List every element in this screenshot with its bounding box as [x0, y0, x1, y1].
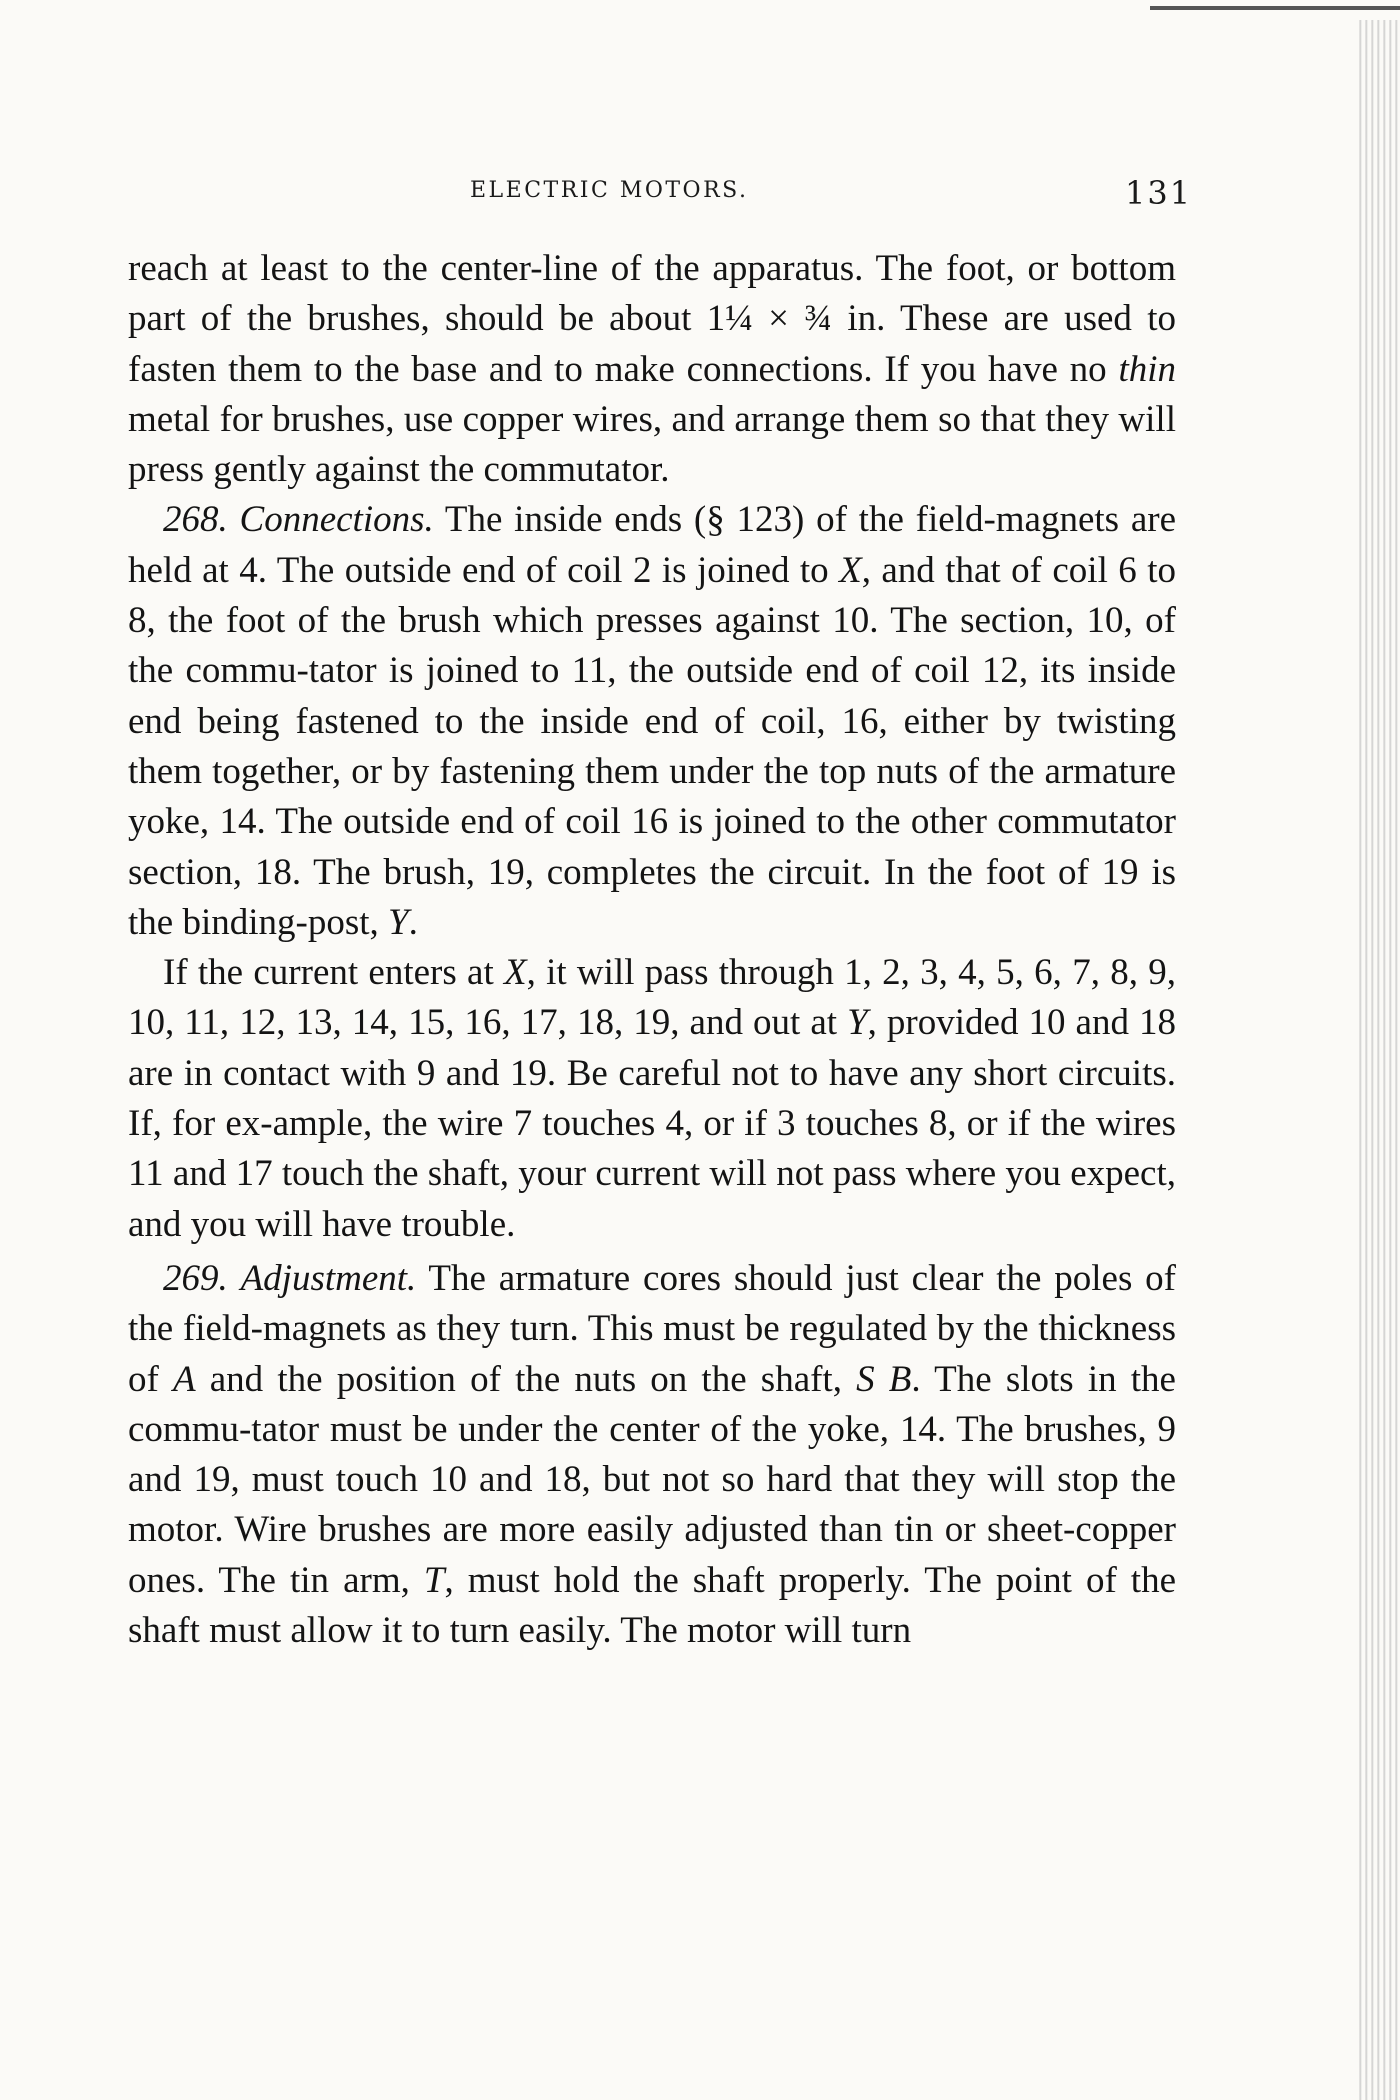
page-edge-right: [1356, 20, 1400, 2100]
paragraph: [128, 948, 1176, 1250]
running-title: ELECTRIC MOTORS.: [470, 178, 749, 203]
page-number: 131: [1125, 174, 1193, 212]
text-run: . The slots in the commu-tator must be under the center of the yoke, 14. The brushes, 9 and 19, must touch 10 and 18, but not so hard that they will stop the motor. Wire brushes are more easily adjusted than tin or sheet-copper ones. The tin arm,: [128, 1358, 1176, 1601]
emphasis-run: T: [423, 1559, 445, 1601]
emphasis-run: A: [172, 1358, 196, 1400]
section-heading: Connections.: [239, 499, 434, 541]
text-run: , it will pass through 1, 2, 3, 4, 5, 6, 7, 8, 9, 10, 11, 12, 13, 14, 15, 16, 17, 18, 19, and out at: [128, 952, 1176, 1044]
text-run: , must hold the shaft properly. The point of the shaft must allow it to turn easily. The motor will turn: [128, 1559, 1176, 1652]
emphasis-run: S B: [856, 1358, 912, 1400]
text-run: The armature cores should just clear the poles of the field-magnets as they turn. This must be regulated by the thickness of: [128, 1257, 1177, 1400]
emphasis-run: Y: [388, 901, 409, 943]
section-number: 269.: [163, 1257, 228, 1299]
paragraph: [128, 244, 1176, 495]
text-run: If the current enters at: [163, 952, 504, 994]
paragraph-269: [128, 1254, 1176, 1656]
running-head: [0, 174, 1400, 218]
text-run: and the position of the nuts on the shaft,: [195, 1358, 857, 1400]
emphasis-run: X: [503, 952, 527, 994]
text-run: .: [408, 901, 418, 943]
body-text: [128, 244, 1176, 1656]
paragraph-268: [128, 495, 1176, 948]
text-run: , and that of coil 6 to 8, the foot of the brush which presses against 10. The section, 10, of the commu-tator is joined to 11, the outside end of coil 12, its inside end being fastened to the inside end of coil, 16, either by twisting them together, or by fastening them under the top nuts of the armature yoke, 14. The outside end of coil 16 is joined to the other commutator section, 18. The brush, 19, completes the circuit. In the foot of 19 is the binding-post,: [128, 549, 1176, 943]
text-run: The inside ends (§ 123) of the field-magnets are held at 4. The outside end of coil 2 is joined to: [128, 499, 1177, 591]
text-run: reach at least to the center-line of the apparatus. The foot, or bottom part of the brushes, should be about 1¼ × ¾ in. These are used to fasten them to the base and to make connections. If you have no: [128, 248, 1176, 390]
emphasis-run: thin: [1118, 348, 1176, 390]
emphasis-run: Y: [847, 1002, 868, 1044]
text-run: metal for brushes, use copper wires, and arrange them so that they will press gently against the commutator.: [128, 398, 1176, 491]
section-number: 268.: [163, 499, 228, 541]
emphasis-run: X: [839, 549, 862, 591]
text-run: , provided 10 and 18 are in contact with 9 and 19. Be careful not to have any short circuits. If, for ex-ample, the wire 7 touches 4, or if 3 touches 8, or if the wires 11 and 17 touch the shaft, your current will not pass where you expect, and you will have trouble.: [128, 1002, 1176, 1245]
section-heading: Adjustment.: [240, 1257, 417, 1299]
page-edge-top: [1150, 6, 1400, 10]
